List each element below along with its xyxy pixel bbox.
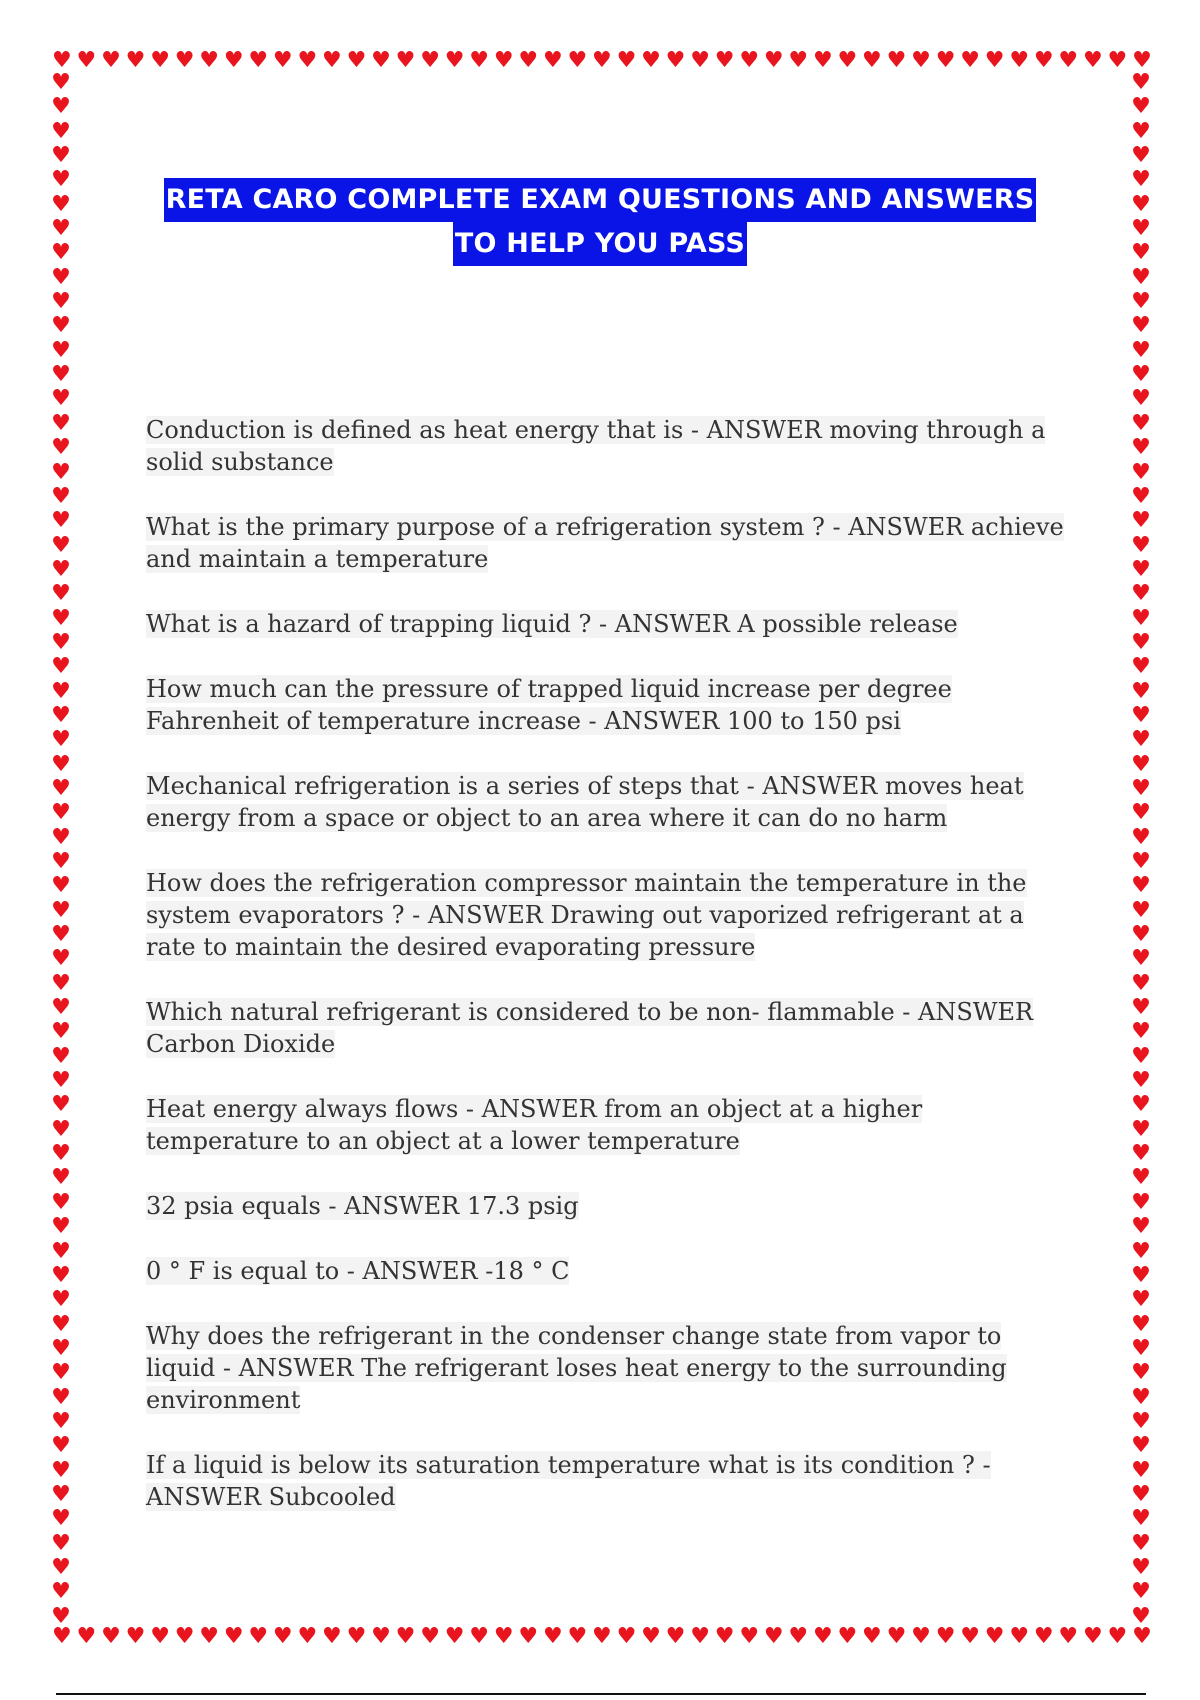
heart-icon: ♥ — [51, 1506, 71, 1532]
qa-item — [146, 1190, 1066, 1222]
heart-icon: ♥ — [542, 48, 563, 73]
heart-icon: ♥ — [51, 1165, 71, 1191]
heart-icon: ♥ — [125, 48, 146, 73]
heart-icon: ♥ — [76, 1624, 97, 1649]
heart-icon: ♥ — [51, 337, 71, 363]
heart-icon: ♥ — [346, 48, 367, 73]
heart-icon: ♥ — [51, 459, 71, 485]
heart-icon: ♥ — [788, 48, 809, 73]
heart-icon: ♥ — [911, 1624, 931, 1649]
heart-icon: ♥ — [1131, 1238, 1151, 1264]
heart-icon: ♥ — [297, 48, 318, 73]
heart-icon: ♥ — [1131, 654, 1151, 680]
heart-icon: ♥ — [1131, 556, 1151, 582]
heart-icon: ♥ — [51, 264, 71, 290]
heart-icon: ♥ — [223, 48, 244, 73]
heart-icon: ♥ — [1131, 1068, 1151, 1094]
heart-icon: ♥ — [886, 48, 907, 73]
heart-icon: ♥ — [51, 970, 71, 996]
heart-icon: ♥ — [51, 1214, 71, 1240]
heart-icon: ♥ — [51, 1554, 71, 1580]
heart-icon: ♥ — [51, 556, 71, 582]
heart-icon: ♥ — [51, 191, 71, 217]
heart-icon: ♥ — [51, 240, 71, 266]
heart-icon: ♥ — [1131, 1554, 1151, 1580]
heart-icon: ♥ — [616, 1624, 637, 1649]
heart-icon: ♥ — [51, 483, 71, 509]
qa-text: Which natural refrigerant is considered to be non- flammable - ANSWER Carbon Dioxide — [146, 998, 1034, 1058]
heart-icon: ♥ — [1131, 386, 1151, 412]
heart-icon: ♥ — [1131, 702, 1151, 728]
heart-icon: ♥ — [51, 1433, 71, 1459]
qa-item — [146, 1449, 1066, 1513]
heart-icon: ♥ — [665, 48, 686, 73]
heart-icon: ♥ — [984, 48, 1005, 73]
qa-text: How does the refrigeration compressor maintain the temperature in the system evaporators ? - ANSWER Drawing out vaporized refrigerant at a rate to maintain the desired evaporating pressure — [146, 869, 1027, 961]
heart-icon: ♥ — [395, 48, 416, 73]
heart-icon: ♥ — [297, 1624, 318, 1649]
qa-text: 0 ° F is equal to - ANSWER -18 ° C — [146, 1257, 570, 1285]
heart-border-left — [46, 72, 76, 1628]
title-line-1: RETA CARO COMPLETE EXAM QUESTIONS AND ANSWERS — [164, 178, 1037, 222]
heart-icon: ♥ — [51, 1068, 71, 1094]
heart-icon: ♥ — [174, 1624, 195, 1649]
heart-icon: ♥ — [1131, 264, 1151, 290]
heart-icon: ♥ — [174, 48, 195, 73]
heart-icon: ♥ — [616, 48, 637, 73]
heart-icon: ♥ — [51, 1384, 71, 1410]
heart-icon: ♥ — [567, 48, 588, 73]
heart-icon: ♥ — [1131, 1214, 1151, 1240]
heart-icon: ♥ — [1107, 1624, 1128, 1649]
heart-icon: ♥ — [444, 48, 465, 73]
heart-icon: ♥ — [395, 1624, 416, 1649]
heart-icon: ♥ — [1131, 410, 1151, 436]
heart-icon: ♥ — [51, 775, 71, 801]
heart-icon: ♥ — [51, 289, 71, 315]
heart-icon: ♥ — [788, 1624, 809, 1649]
heart-icon: ♥ — [420, 48, 440, 73]
heart-icon: ♥ — [51, 1189, 71, 1215]
heart-icon: ♥ — [150, 1624, 170, 1649]
heart-icon: ♥ — [1131, 1384, 1151, 1410]
heart-icon: ♥ — [444, 1624, 465, 1649]
qa-item — [146, 1255, 1066, 1287]
heart-icon: ♥ — [51, 581, 71, 607]
heart-icon: ♥ — [223, 1624, 244, 1649]
qa-text: What is a hazard of trapping liquid ? - ANSWER A possible release — [146, 610, 958, 638]
qa-item — [146, 867, 1066, 963]
heart-icon: ♥ — [51, 313, 71, 339]
heart-icon: ♥ — [51, 849, 71, 874]
heart-icon: ♥ — [51, 1043, 71, 1069]
heart-icon: ♥ — [1131, 532, 1151, 558]
heart-icon: ♥ — [1131, 508, 1151, 534]
heart-icon: ♥ — [51, 678, 71, 704]
heart-icon: ♥ — [1131, 72, 1151, 95]
heart-icon: ♥ — [1131, 1116, 1151, 1142]
heart-icon: ♥ — [346, 1624, 367, 1649]
heart-icon: ♥ — [518, 48, 539, 73]
heart-icon: ♥ — [641, 48, 661, 73]
heart-icon: ♥ — [199, 1624, 220, 1649]
heart-icon: ♥ — [1082, 1624, 1103, 1649]
qa-text: 32 psia equals - ANSWER 17.3 psig — [146, 1192, 579, 1220]
heart-icon: ♥ — [1058, 1624, 1079, 1649]
heart-icon: ♥ — [51, 1360, 71, 1386]
qa-item — [146, 1320, 1066, 1416]
heart-icon: ♥ — [1131, 1311, 1151, 1337]
qa-item — [146, 511, 1066, 575]
heart-icon: ♥ — [1131, 1579, 1151, 1605]
heart-icon: ♥ — [51, 702, 71, 728]
heart-icon: ♥ — [493, 48, 514, 73]
heart-icon: ♥ — [960, 1624, 980, 1649]
heart-icon: ♥ — [51, 1116, 71, 1142]
heart-icon: ♥ — [51, 1141, 71, 1167]
heart-icon: ♥ — [1131, 1506, 1151, 1532]
heart-icon: ♥ — [641, 1624, 661, 1649]
heart-icon: ♥ — [1131, 216, 1151, 242]
qa-item — [146, 770, 1066, 834]
heart-icon: ♥ — [51, 532, 71, 558]
heart-icon: ♥ — [51, 995, 71, 1021]
heart-icon: ♥ — [150, 48, 170, 73]
heart-icon: ♥ — [862, 1624, 882, 1649]
heart-icon: ♥ — [1107, 48, 1128, 73]
heart-icon: ♥ — [1131, 459, 1151, 485]
heart-icon: ♥ — [739, 48, 760, 73]
heart-icon: ♥ — [51, 1530, 71, 1556]
heart-icon: ♥ — [1058, 48, 1079, 73]
heart-icon: ♥ — [51, 1603, 71, 1628]
heart-icon: ♥ — [51, 508, 71, 534]
qa-item — [146, 608, 1066, 640]
heart-icon: ♥ — [1131, 94, 1151, 120]
heart-icon: ♥ — [1131, 800, 1151, 826]
heart-icon: ♥ — [1082, 48, 1103, 73]
heart-icon: ♥ — [51, 946, 71, 972]
heart-icon: ♥ — [1131, 873, 1151, 899]
heart-icon: ♥ — [1131, 240, 1151, 266]
heart-icon: ♥ — [1131, 362, 1151, 388]
heart-icon: ♥ — [51, 1335, 71, 1361]
heart-icon: ♥ — [1132, 48, 1152, 73]
heart-icon: ♥ — [1131, 167, 1151, 193]
heart-icon: ♥ — [1131, 483, 1151, 509]
document-title — [140, 178, 1060, 266]
heart-icon: ♥ — [592, 1624, 612, 1649]
qa-item — [146, 414, 1066, 478]
heart-icon: ♥ — [51, 897, 71, 923]
heart-icon: ♥ — [493, 1624, 514, 1649]
heart-icon: ♥ — [812, 48, 833, 73]
heart-icon: ♥ — [469, 48, 490, 73]
heart-icon: ♥ — [52, 48, 72, 73]
heart-icon: ♥ — [52, 1624, 72, 1649]
heart-icon: ♥ — [837, 1624, 858, 1649]
heart-icon: ♥ — [248, 1624, 269, 1649]
qa-item — [146, 996, 1066, 1060]
heart-icon: ♥ — [1131, 849, 1151, 874]
heart-icon: ♥ — [1131, 1481, 1151, 1507]
heart-icon: ♥ — [763, 1624, 784, 1649]
heart-icon: ♥ — [51, 167, 71, 193]
heart-icon: ♥ — [1131, 143, 1151, 169]
heart-icon: ♥ — [690, 48, 710, 73]
heart-icon: ♥ — [1131, 289, 1151, 315]
heart-icon: ♥ — [1131, 1457, 1151, 1483]
heart-icon: ♥ — [763, 48, 784, 73]
heart-icon: ♥ — [1131, 946, 1151, 972]
heart-icon: ♥ — [1131, 1287, 1151, 1313]
qa-text: If a liquid is below its saturation temperature what is its condition ? - ANSWER Subcooled — [146, 1451, 991, 1511]
heart-icon: ♥ — [935, 48, 956, 73]
heart-icon: ♥ — [837, 48, 858, 73]
heart-icon: ♥ — [51, 1287, 71, 1313]
heart-icon: ♥ — [1131, 1335, 1151, 1361]
heart-icon: ♥ — [51, 435, 71, 461]
heart-border-bottom — [52, 1622, 1152, 1652]
heart-icon: ♥ — [1033, 48, 1054, 73]
heart-icon: ♥ — [1132, 1624, 1152, 1649]
heart-icon: ♥ — [51, 1457, 71, 1483]
heart-border-right — [1126, 72, 1156, 1628]
qa-text: What is the primary purpose of a refrigeration system ? - ANSWER achieve and maintain a temperature — [146, 513, 1064, 573]
title-line-2: TO HELP YOU PASS — [453, 222, 747, 266]
heart-icon: ♥ — [1131, 605, 1151, 631]
heart-icon: ♥ — [248, 48, 269, 73]
footer-rule — [56, 1693, 1146, 1695]
heart-icon: ♥ — [51, 1238, 71, 1264]
heart-icon: ♥ — [272, 48, 293, 73]
heart-icon: ♥ — [51, 605, 71, 631]
heart-icon: ♥ — [101, 48, 121, 73]
qa-item — [146, 673, 1066, 737]
heart-icon: ♥ — [1131, 1360, 1151, 1386]
heart-icon: ♥ — [1131, 751, 1151, 777]
heart-icon: ♥ — [1131, 897, 1151, 923]
heart-icon: ♥ — [1131, 581, 1151, 607]
heart-icon: ♥ — [1131, 629, 1151, 655]
heart-icon: ♥ — [739, 1624, 760, 1649]
heart-icon: ♥ — [51, 629, 71, 655]
heart-icon: ♥ — [714, 48, 735, 73]
heart-icon: ♥ — [51, 1262, 71, 1288]
heart-icon: ♥ — [51, 654, 71, 680]
heart-icon: ♥ — [199, 48, 220, 73]
heart-icon: ♥ — [1131, 970, 1151, 996]
heart-icon: ♥ — [518, 1624, 539, 1649]
heart-icon: ♥ — [51, 1311, 71, 1337]
heart-icon: ♥ — [51, 94, 71, 120]
qa-text: Heat energy always flows - ANSWER from an object at a higher temperature to an object at a lower temperature — [146, 1095, 923, 1155]
heart-icon: ♥ — [1131, 1262, 1151, 1288]
heart-icon: ♥ — [960, 48, 980, 73]
heart-icon: ♥ — [714, 1624, 735, 1649]
heart-icon: ♥ — [984, 1624, 1005, 1649]
heart-icon: ♥ — [125, 1624, 146, 1649]
heart-icon: ♥ — [690, 1624, 710, 1649]
heart-icon: ♥ — [51, 1019, 71, 1045]
heart-icon: ♥ — [51, 824, 71, 850]
heart-icon: ♥ — [812, 1624, 833, 1649]
heart-icon: ♥ — [1131, 118, 1151, 144]
heart-icon: ♥ — [51, 143, 71, 169]
heart-border-top — [52, 46, 1152, 76]
heart-icon: ♥ — [51, 1481, 71, 1507]
heart-icon: ♥ — [76, 48, 97, 73]
qa-list — [146, 414, 1066, 1546]
heart-icon: ♥ — [911, 48, 931, 73]
heart-icon: ♥ — [1009, 1624, 1030, 1649]
heart-icon: ♥ — [1131, 775, 1151, 801]
heart-icon: ♥ — [1009, 48, 1030, 73]
heart-icon: ♥ — [886, 1624, 907, 1649]
qa-text: Conduction is defined as heat energy that is - ANSWER moving through a solid substance — [146, 416, 1046, 476]
heart-icon: ♥ — [1131, 995, 1151, 1021]
heart-icon: ♥ — [542, 1624, 563, 1649]
heart-icon: ♥ — [322, 1624, 342, 1649]
heart-icon: ♥ — [1131, 1603, 1151, 1628]
heart-icon: ♥ — [1131, 1092, 1151, 1118]
qa-text: How much can the pressure of trapped liquid increase per degree Fahrenheit of temperature increase - ANSWER 100 to 150 psi — [146, 675, 952, 735]
heart-icon: ♥ — [51, 1092, 71, 1118]
heart-icon: ♥ — [51, 873, 71, 899]
heart-icon: ♥ — [101, 1624, 121, 1649]
heart-icon: ♥ — [51, 1408, 71, 1434]
heart-icon: ♥ — [1131, 1141, 1151, 1167]
heart-icon: ♥ — [51, 118, 71, 144]
heart-icon: ♥ — [51, 362, 71, 388]
heart-icon: ♥ — [665, 1624, 686, 1649]
heart-icon: ♥ — [51, 727, 71, 753]
heart-icon: ♥ — [51, 216, 71, 242]
heart-icon: ♥ — [371, 1624, 391, 1649]
heart-icon: ♥ — [1033, 1624, 1054, 1649]
heart-icon: ♥ — [322, 48, 342, 73]
heart-icon: ♥ — [51, 1579, 71, 1605]
heart-icon: ♥ — [51, 800, 71, 826]
heart-icon: ♥ — [1131, 191, 1151, 217]
qa-item — [146, 1093, 1066, 1157]
heart-icon: ♥ — [567, 1624, 588, 1649]
heart-icon: ♥ — [371, 48, 391, 73]
heart-icon: ♥ — [1131, 1189, 1151, 1215]
qa-text: Mechanical refrigeration is a series of steps that - ANSWER moves heat energy from a space or object to an area where it can do no harm — [146, 772, 1024, 832]
heart-icon: ♥ — [862, 48, 882, 73]
heart-icon: ♥ — [1131, 435, 1151, 461]
heart-icon: ♥ — [51, 751, 71, 777]
heart-icon: ♥ — [272, 1624, 293, 1649]
heart-icon: ♥ — [51, 922, 71, 948]
qa-text: Why does the refrigerant in the condenser change state from vapor to liquid - ANSWER The refrigerant loses heat energy to the surrounding environment — [146, 1322, 1007, 1414]
heart-icon: ♥ — [1131, 1530, 1151, 1556]
heart-icon: ♥ — [51, 386, 71, 412]
heart-icon: ♥ — [420, 1624, 440, 1649]
heart-icon: ♥ — [1131, 1165, 1151, 1191]
heart-icon: ♥ — [1131, 824, 1151, 850]
heart-icon: ♥ — [1131, 1043, 1151, 1069]
heart-icon: ♥ — [935, 1624, 956, 1649]
heart-icon: ♥ — [1131, 1408, 1151, 1434]
heart-icon: ♥ — [1131, 1019, 1151, 1045]
heart-icon: ♥ — [1131, 727, 1151, 753]
heart-icon: ♥ — [469, 1624, 490, 1649]
heart-icon: ♥ — [1131, 678, 1151, 704]
heart-icon: ♥ — [1131, 313, 1151, 339]
heart-icon: ♥ — [51, 410, 71, 436]
heart-icon: ♥ — [51, 72, 71, 95]
heart-icon: ♥ — [1131, 922, 1151, 948]
heart-icon: ♥ — [1131, 337, 1151, 363]
heart-icon: ♥ — [592, 48, 612, 73]
heart-icon: ♥ — [1131, 1433, 1151, 1459]
